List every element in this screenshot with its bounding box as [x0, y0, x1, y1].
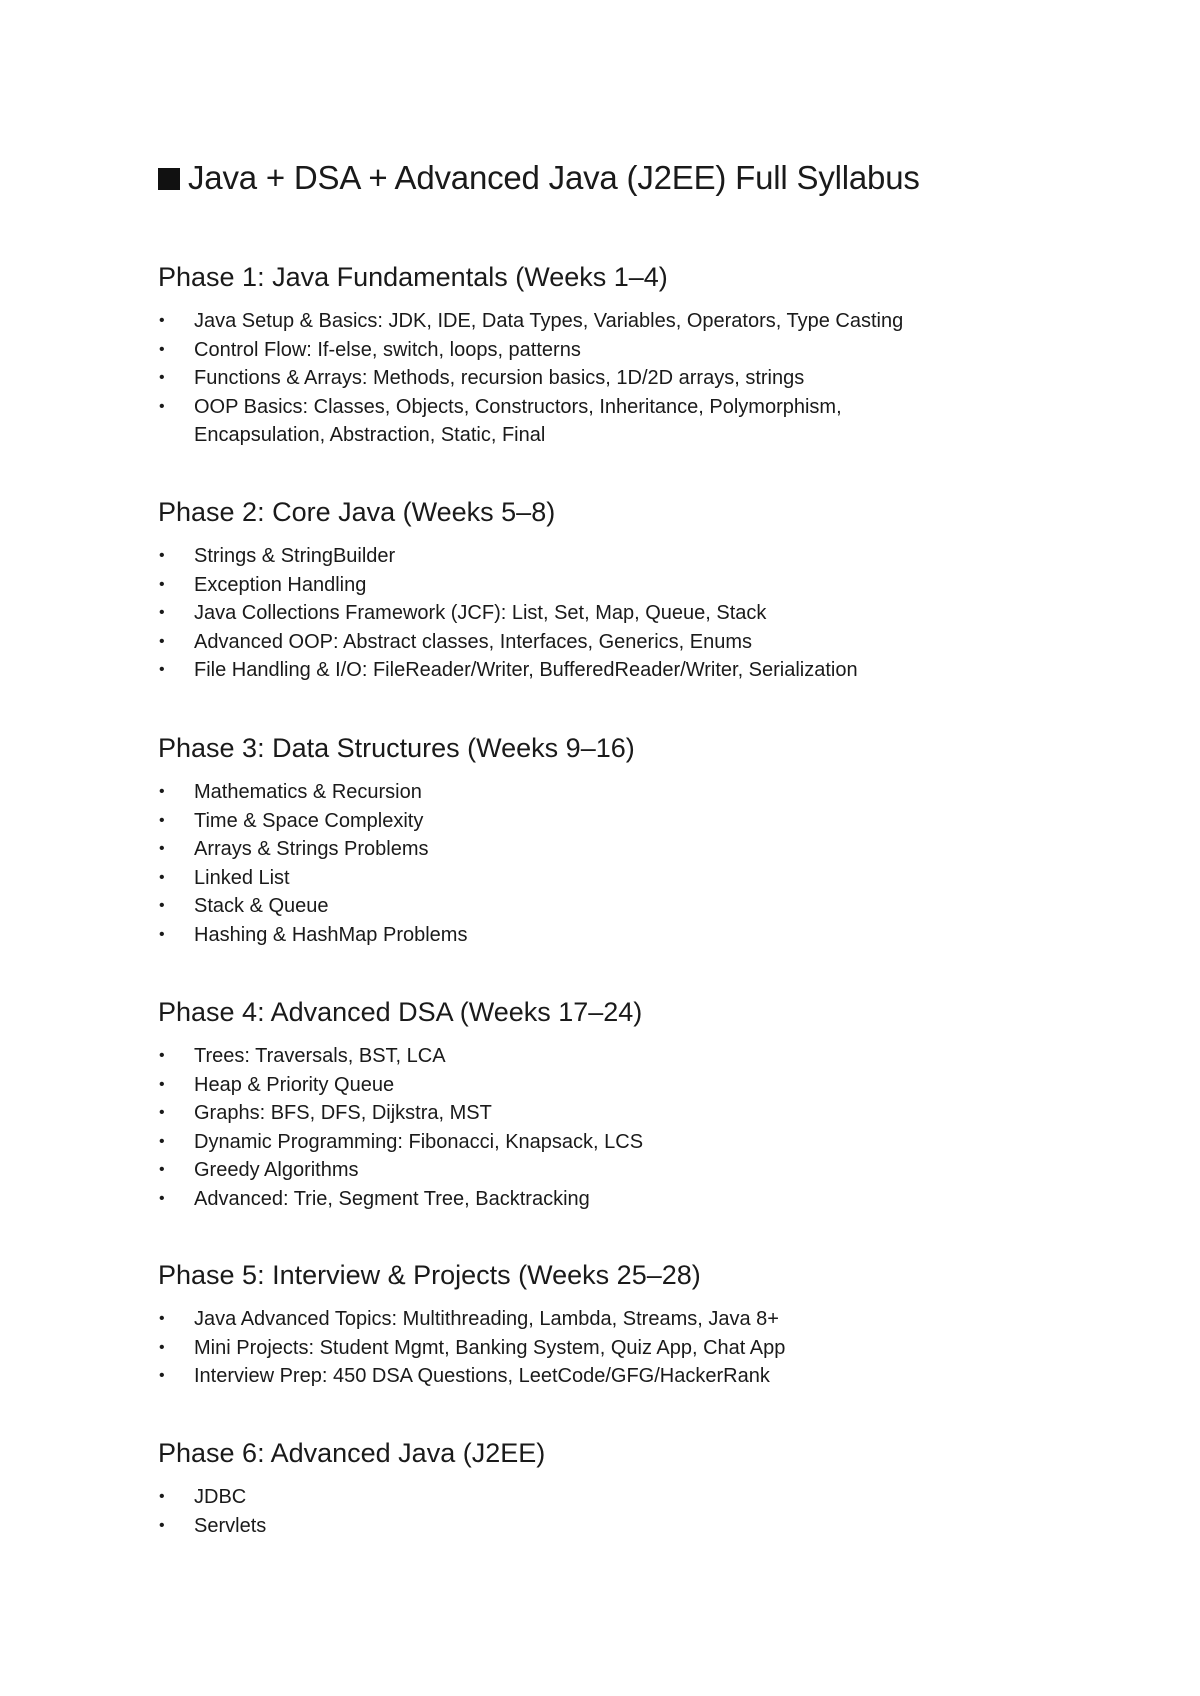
list-item [158, 1334, 1114, 1363]
list-item [158, 628, 1114, 657]
phase-1-heading: Phase 1: Java Fundamentals (Weeks 1–4) [158, 262, 668, 292]
list-item [158, 835, 1114, 864]
bullet-icon: • [159, 604, 165, 621]
list-item [158, 1305, 1114, 1334]
bullet-icon: • [159, 1104, 165, 1121]
list-item-text: Java Advanced Topics: Multithreading, Lambda, Streams, Java 8+ [194, 1308, 779, 1330]
phase-3-section [158, 731, 1118, 949]
list-item [158, 1362, 1114, 1391]
list-item-text: Advanced OOP: Abstract classes, Interfaces, Generics, Enums [194, 630, 753, 653]
list-item-text: Strings & StringBuilder [194, 545, 396, 567]
list-item-text: Arrays & Strings Problems [194, 838, 429, 860]
list-item [158, 393, 954, 450]
list-item-text: Linked List [194, 866, 290, 889]
bullet-icon: • [159, 1047, 165, 1064]
bullet-icon: • [159, 1132, 165, 1150]
list-item-text: Mini Projects: Student Mgmt, Banking System, Quiz App, Chat App [194, 1336, 786, 1359]
list-item-text: Dynamic Programming: Fibonacci, Knapsack, LCS [194, 1130, 644, 1153]
bullet-icon: • [159, 840, 165, 857]
bullet-icon: • [159, 632, 165, 650]
list-item-text: Stack & Queue [194, 895, 329, 917]
bullet-icon: • [159, 783, 165, 800]
phase-2-section [158, 495, 1118, 685]
phase-5-heading: Phase 5: Interview & Projects (Weeks 25–28) [158, 1260, 701, 1290]
list-item [158, 571, 1114, 600]
list-item [158, 1128, 1114, 1157]
bullet-icon: • [159, 547, 165, 564]
list-item [158, 1071, 1114, 1100]
bullet-icon: • [159, 312, 165, 329]
list-item-text: Java Setup & Basics: JDK, IDE, Data Types, Variables, Operators, Type Casting [194, 310, 904, 332]
list-item [158, 1099, 1114, 1128]
list-item [158, 542, 1114, 571]
bullet-icon: • [159, 397, 165, 415]
list-item-text: Exception Handling [194, 573, 367, 596]
phase-6-list [158, 1483, 1118, 1540]
list-item-text: Java Collections Framework (JCF): List, Set, Map, Queue, Stack [194, 602, 767, 624]
list-item [158, 1483, 1114, 1512]
phase-6-section [158, 1436, 1118, 1540]
bullet-icon: • [159, 1338, 165, 1356]
bullet-icon: • [159, 1161, 165, 1178]
bullet-icon: • [159, 1189, 165, 1207]
list-item [158, 1512, 1114, 1541]
list-item [158, 336, 1114, 365]
list-item-text: Advanced: Trie, Segment Tree, Backtracking [194, 1187, 590, 1210]
phase-4-heading: Phase 4: Advanced DSA (Weeks 17–24) [158, 997, 643, 1027]
bullet-icon: • [159, 1367, 165, 1384]
list-item [158, 892, 1114, 921]
bullet-icon: • [159, 661, 165, 678]
list-item [158, 778, 1114, 807]
list-item-text: Greedy Algorithms [194, 1159, 359, 1181]
bullet-icon: • [159, 868, 165, 886]
list-item-text: OOP Basics: Classes, Objects, Constructors, Inheritance, Polymorphism, Encapsulation, Abstraction, Static, Final [194, 395, 842, 446]
square-marker-icon [158, 168, 180, 190]
document-title [158, 158, 920, 198]
list-item-text: JDBC [194, 1486, 247, 1508]
list-item-text: Mathematics & Recursion [194, 781, 422, 803]
phase-4-list [158, 1042, 1118, 1213]
phase-2-heading: Phase 2: Core Java (Weeks 5–8) [158, 497, 556, 527]
list-item [158, 656, 1114, 685]
bullet-icon: • [159, 811, 165, 829]
list-item-text: Heap & Priority Queue [194, 1073, 395, 1096]
bullet-icon: • [159, 1310, 165, 1327]
list-item [158, 921, 1114, 950]
phase-1-list [158, 307, 1118, 450]
list-item [158, 864, 1114, 893]
phase-5-list [158, 1305, 1118, 1391]
list-item-text: Servlets [194, 1514, 267, 1537]
list-item-text: Time & Space Complexity [194, 809, 424, 832]
phase-3-list [158, 778, 1118, 949]
bullet-icon: • [159, 575, 165, 593]
list-item-text: Trees: Traversals, BST, LCA [194, 1045, 446, 1067]
list-item-text: Hashing & HashMap Problems [194, 923, 468, 946]
phase-6-heading: Phase 6: Advanced Java (J2EE) [158, 1438, 546, 1468]
list-item [158, 1042, 1114, 1071]
list-item [158, 307, 1114, 336]
list-item [158, 1156, 1114, 1185]
bullet-icon: • [159, 1075, 165, 1093]
list-item [158, 364, 1114, 393]
bullet-icon: • [159, 897, 165, 914]
list-item [158, 1185, 1114, 1214]
bullet-icon: • [159, 1516, 165, 1534]
phase-4-section [158, 995, 1118, 1213]
list-item [158, 807, 1114, 836]
bullet-icon: • [159, 925, 165, 943]
list-item-text: Functions & Arrays: Methods, recursion basics, 1D/2D arrays, strings [194, 367, 805, 389]
list-item-text: Control Flow: If-else, switch, loops, patterns [194, 338, 581, 361]
phase-5-section [158, 1258, 1118, 1391]
phase-3-heading: Phase 3: Data Structures (Weeks 9–16) [158, 733, 635, 763]
list-item-text: Graphs: BFS, DFS, Dijkstra, MST [194, 1102, 492, 1124]
phase-2-list [158, 542, 1118, 685]
list-item-text: File Handling & I/O: FileReader/Writer, BufferedReader/Writer, Serialization [194, 659, 858, 681]
document-title-text: Java + DSA + Advanced Java (J2EE) Full Syllabus [188, 159, 920, 196]
bullet-icon: • [159, 340, 165, 358]
list-item-text: Interview Prep: 450 DSA Questions, LeetCode/GFG/HackerRank [194, 1365, 770, 1387]
list-item [158, 599, 1114, 628]
bullet-icon: • [159, 1488, 165, 1505]
bullet-icon: • [159, 369, 165, 386]
phase-1-section [158, 260, 1118, 450]
